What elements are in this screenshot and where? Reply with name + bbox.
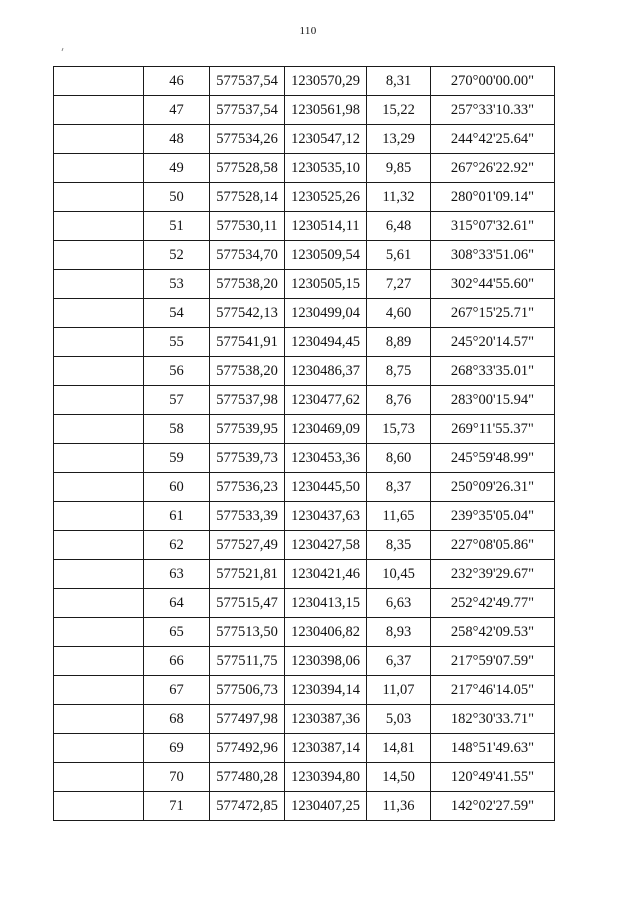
direction-angle-cell: 182°30'33.71"	[431, 705, 555, 734]
point-number-cell: 58	[144, 415, 210, 444]
point-number-cell: 70	[144, 763, 210, 792]
point-number-cell: 57	[144, 386, 210, 415]
direction-angle-cell: 250°09'26.31"	[431, 473, 555, 502]
table-row	[54, 792, 555, 821]
distance-cell: 7,27	[367, 270, 431, 299]
y-coordinate-cell: 1230394,80	[285, 763, 367, 792]
parcel-cell	[54, 705, 144, 734]
x-coordinate-cell: 577537,54	[210, 67, 285, 96]
table-row	[54, 444, 555, 473]
direction-angle-cell: 308°33'51.06"	[431, 241, 555, 270]
y-coordinate-cell: 1230535,10	[285, 154, 367, 183]
table-row	[54, 502, 555, 531]
distance-cell: 6,48	[367, 212, 431, 241]
y-coordinate-cell: 1230387,14	[285, 734, 367, 763]
direction-angle-cell: 239°35'05.04"	[431, 502, 555, 531]
distance-cell: 15,73	[367, 415, 431, 444]
point-number-cell: 48	[144, 125, 210, 154]
distance-cell: 11,65	[367, 502, 431, 531]
x-coordinate-cell: 577530,11	[210, 212, 285, 241]
point-number-cell: 52	[144, 241, 210, 270]
table-row	[54, 734, 555, 763]
x-coordinate-cell: 577538,20	[210, 357, 285, 386]
point-number-cell: 55	[144, 328, 210, 357]
table-row	[54, 67, 555, 96]
direction-angle-cell: 302°44'55.60"	[431, 270, 555, 299]
x-coordinate-cell: 577511,75	[210, 647, 285, 676]
x-coordinate-cell: 577472,85	[210, 792, 285, 821]
y-coordinate-cell: 1230453,36	[285, 444, 367, 473]
direction-angle-cell: 245°20'14.57"	[431, 328, 555, 357]
y-coordinate-cell: 1230525,26	[285, 183, 367, 212]
parcel-cell	[54, 241, 144, 270]
point-number-cell: 54	[144, 299, 210, 328]
point-number-cell: 56	[144, 357, 210, 386]
parcel-cell	[54, 444, 144, 473]
table-row	[54, 328, 555, 357]
distance-cell: 11,07	[367, 676, 431, 705]
point-number-cell: 66	[144, 647, 210, 676]
parcel-cell	[54, 502, 144, 531]
parcel-cell	[54, 357, 144, 386]
direction-angle-cell: 252°42'49.77"	[431, 589, 555, 618]
direction-angle-cell: 217°59'07.59"	[431, 647, 555, 676]
table-row	[54, 647, 555, 676]
point-number-cell: 65	[144, 618, 210, 647]
x-coordinate-cell: 577506,73	[210, 676, 285, 705]
parcel-cell	[54, 328, 144, 357]
y-coordinate-cell: 1230437,63	[285, 502, 367, 531]
point-number-cell: 63	[144, 560, 210, 589]
table-row	[54, 241, 555, 270]
y-coordinate-cell: 1230407,25	[285, 792, 367, 821]
distance-cell: 8,37	[367, 473, 431, 502]
parcel-cell	[54, 67, 144, 96]
y-coordinate-cell: 1230413,15	[285, 589, 367, 618]
parcel-cell	[54, 183, 144, 212]
point-number-cell: 61	[144, 502, 210, 531]
page-number: 110	[299, 25, 317, 37]
distance-cell: 14,81	[367, 734, 431, 763]
y-coordinate-cell: 1230505,15	[285, 270, 367, 299]
direction-angle-cell: 232°39'29.67"	[431, 560, 555, 589]
y-coordinate-cell: 1230561,98	[285, 96, 367, 125]
direction-angle-cell: 283°00'15.94"	[431, 386, 555, 415]
table-row	[54, 763, 555, 792]
direction-angle-cell: 315°07'32.61"	[431, 212, 555, 241]
point-number-cell: 62	[144, 531, 210, 560]
point-number-cell: 47	[144, 96, 210, 125]
direction-angle-cell: 268°33'35.01"	[431, 357, 555, 386]
coordinates-table	[53, 66, 555, 821]
direction-angle-cell: 244°42'25.64"	[431, 125, 555, 154]
y-coordinate-cell: 1230445,50	[285, 473, 367, 502]
x-coordinate-cell: 577528,14	[210, 183, 285, 212]
coordinates-table-body	[54, 67, 555, 821]
x-coordinate-cell: 577480,28	[210, 763, 285, 792]
parcel-cell	[54, 125, 144, 154]
y-coordinate-cell: 1230547,12	[285, 125, 367, 154]
parcel-cell	[54, 763, 144, 792]
x-coordinate-cell: 577534,26	[210, 125, 285, 154]
direction-angle-cell: 142°02'27.59"	[431, 792, 555, 821]
distance-cell: 8,31	[367, 67, 431, 96]
parcel-cell	[54, 618, 144, 647]
point-number-cell: 60	[144, 473, 210, 502]
x-coordinate-cell: 577542,13	[210, 299, 285, 328]
distance-cell: 5,03	[367, 705, 431, 734]
distance-cell: 9,85	[367, 154, 431, 183]
point-number-cell: 67	[144, 676, 210, 705]
direction-angle-cell: 267°15'25.71"	[431, 299, 555, 328]
distance-cell: 13,29	[367, 125, 431, 154]
table-row	[54, 618, 555, 647]
y-coordinate-cell: 1230514,11	[285, 212, 367, 241]
distance-cell: 11,32	[367, 183, 431, 212]
point-number-cell: 51	[144, 212, 210, 241]
parcel-cell	[54, 473, 144, 502]
direction-angle-cell: 280°01'09.14"	[431, 183, 555, 212]
x-coordinate-cell: 577527,49	[210, 531, 285, 560]
x-coordinate-cell: 577537,98	[210, 386, 285, 415]
distance-cell: 15,22	[367, 96, 431, 125]
table-row	[54, 154, 555, 183]
distance-cell: 8,35	[367, 531, 431, 560]
y-coordinate-cell: 1230406,82	[285, 618, 367, 647]
y-coordinate-cell: 1230421,46	[285, 560, 367, 589]
distance-cell: 5,61	[367, 241, 431, 270]
direction-angle-cell: 227°08'05.86"	[431, 531, 555, 560]
y-coordinate-cell: 1230499,04	[285, 299, 367, 328]
x-coordinate-cell: 577539,95	[210, 415, 285, 444]
point-number-cell: 49	[144, 154, 210, 183]
table-row	[54, 705, 555, 734]
direction-angle-cell: 270°00'00.00"	[431, 67, 555, 96]
parcel-cell	[54, 154, 144, 183]
point-number-cell: 64	[144, 589, 210, 618]
point-number-cell: 46	[144, 67, 210, 96]
x-coordinate-cell: 577497,98	[210, 705, 285, 734]
distance-cell: 8,60	[367, 444, 431, 473]
x-coordinate-cell: 577538,20	[210, 270, 285, 299]
direction-angle-cell: 257°33'10.33"	[431, 96, 555, 125]
distance-cell: 6,37	[367, 647, 431, 676]
parcel-cell	[54, 531, 144, 560]
direction-angle-cell: 267°26'22.92"	[431, 154, 555, 183]
parcel-cell	[54, 676, 144, 705]
x-coordinate-cell: 577492,96	[210, 734, 285, 763]
table-row	[54, 357, 555, 386]
direction-angle-cell: 120°49'41.55"	[431, 763, 555, 792]
y-coordinate-cell: 1230387,36	[285, 705, 367, 734]
point-number-cell: 50	[144, 183, 210, 212]
parcel-cell	[54, 212, 144, 241]
x-coordinate-cell: 577539,73	[210, 444, 285, 473]
direction-angle-cell: 148°51'49.63"	[431, 734, 555, 763]
x-coordinate-cell: 577536,23	[210, 473, 285, 502]
parcel-cell	[54, 792, 144, 821]
y-coordinate-cell: 1230486,37	[285, 357, 367, 386]
table-row	[54, 96, 555, 125]
table-row	[54, 386, 555, 415]
parcel-cell	[54, 560, 144, 589]
y-coordinate-cell: 1230494,45	[285, 328, 367, 357]
distance-cell: 11,36	[367, 792, 431, 821]
parcel-cell	[54, 734, 144, 763]
distance-cell: 4,60	[367, 299, 431, 328]
table-row	[54, 560, 555, 589]
direction-angle-cell: 269°11'55.37"	[431, 415, 555, 444]
parcel-cell	[54, 647, 144, 676]
parcel-cell	[54, 386, 144, 415]
x-coordinate-cell: 577534,70	[210, 241, 285, 270]
direction-angle-cell: 258°42'09.53"	[431, 618, 555, 647]
point-number-cell: 69	[144, 734, 210, 763]
y-coordinate-cell: 1230469,09	[285, 415, 367, 444]
point-number-cell: 59	[144, 444, 210, 473]
direction-angle-cell: 217°46'14.05"	[431, 676, 555, 705]
y-coordinate-cell: 1230398,06	[285, 647, 367, 676]
point-number-cell: 53	[144, 270, 210, 299]
table-row	[54, 212, 555, 241]
parcel-cell	[54, 96, 144, 125]
y-coordinate-cell: 1230509,54	[285, 241, 367, 270]
distance-cell: 10,45	[367, 560, 431, 589]
y-coordinate-cell: 1230477,62	[285, 386, 367, 415]
y-coordinate-cell: 1230570,29	[285, 67, 367, 96]
table-row	[54, 676, 555, 705]
direction-angle-cell: 245°59'48.99"	[431, 444, 555, 473]
table-row	[54, 473, 555, 502]
parcel-cell	[54, 299, 144, 328]
x-coordinate-cell: 577515,47	[210, 589, 285, 618]
distance-cell: 8,75	[367, 357, 431, 386]
x-coordinate-cell: 577541,91	[210, 328, 285, 357]
parcel-cell	[54, 589, 144, 618]
parcel-cell	[54, 415, 144, 444]
y-coordinate-cell: 1230427,58	[285, 531, 367, 560]
x-coordinate-cell: 577521,81	[210, 560, 285, 589]
point-number-cell: 68	[144, 705, 210, 734]
table-row	[54, 531, 555, 560]
table-row	[54, 270, 555, 299]
x-coordinate-cell: 577513,50	[210, 618, 285, 647]
point-number-cell: 71	[144, 792, 210, 821]
table-row	[54, 125, 555, 154]
x-coordinate-cell: 577528,58	[210, 154, 285, 183]
table-row	[54, 589, 555, 618]
y-coordinate-cell: 1230394,14	[285, 676, 367, 705]
distance-cell: 14,50	[367, 763, 431, 792]
x-coordinate-cell: 577537,54	[210, 96, 285, 125]
distance-cell: 8,93	[367, 618, 431, 647]
distance-cell: 8,89	[367, 328, 431, 357]
distance-cell: 8,76	[367, 386, 431, 415]
x-coordinate-cell: 577533,39	[210, 502, 285, 531]
table-row	[54, 183, 555, 212]
parcel-cell	[54, 270, 144, 299]
table-row	[54, 299, 555, 328]
scan-speck	[62, 48, 64, 51]
distance-cell: 6,63	[367, 589, 431, 618]
table-row	[54, 415, 555, 444]
